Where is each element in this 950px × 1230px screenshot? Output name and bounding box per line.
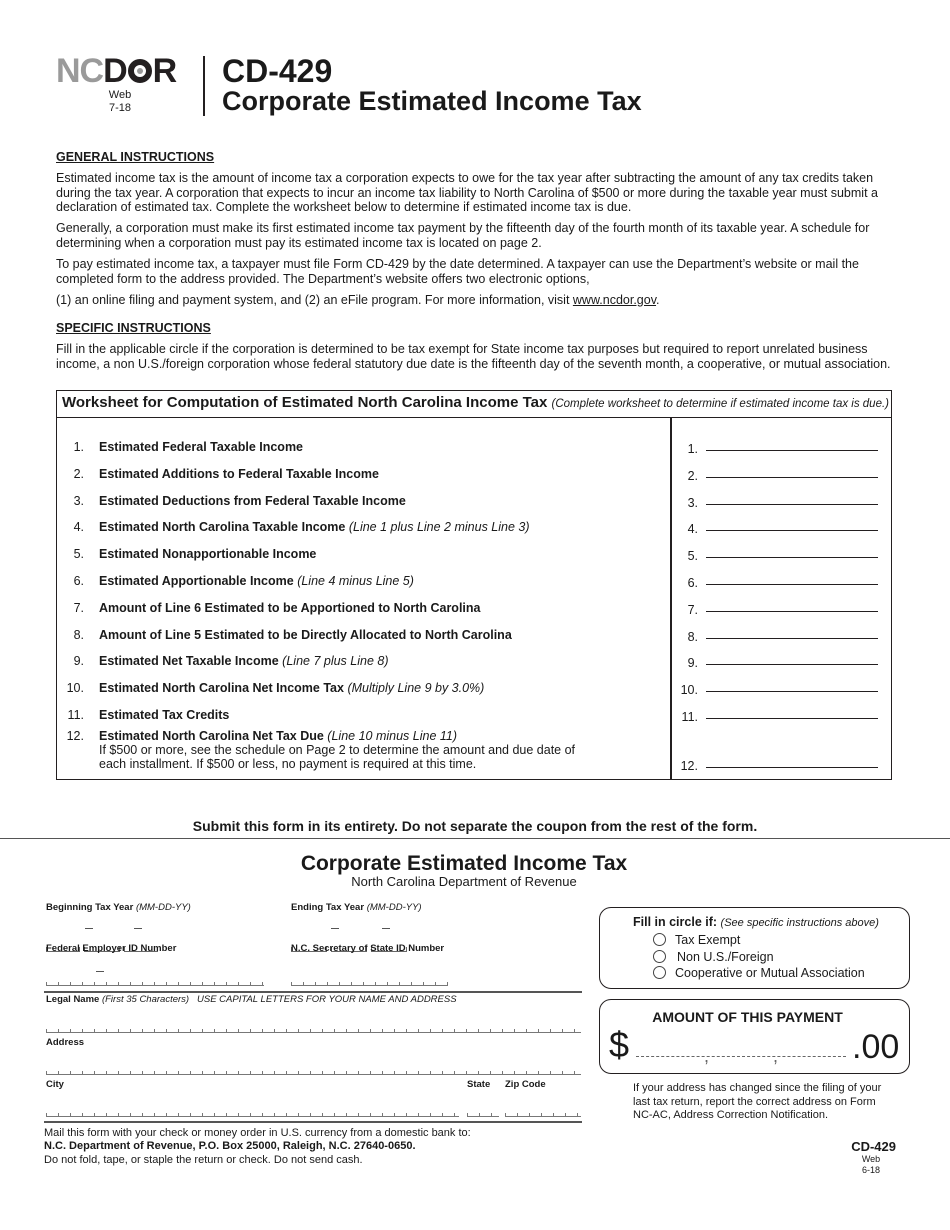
worksheet-answer-input[interactable] <box>706 638 878 639</box>
worksheet-line-12-label: Estimated North Carolina Net Tax Due (Line 10 minus Line 11) If $500 or more, see the schedule on Page 2 to determine the amount and due date of each installment. If $500 or less, no payment is required at this time. <box>99 729 576 771</box>
worksheet-line-label: Estimated Net Taxable Income (Line 7 plus Line 8) <box>99 654 389 668</box>
option-tax-exempt[interactable]: Tax Exempt <box>653 933 740 947</box>
worksheet-answer-input[interactable] <box>706 611 878 612</box>
address-field[interactable] <box>46 1070 581 1075</box>
worksheet-answer-input[interactable] <box>706 664 878 665</box>
specific-instructions-heading: SPECIFIC INSTRUCTIONS <box>56 321 211 335</box>
fill-in-circle-title: Fill in circle if: (See specific instructions above) <box>633 915 879 929</box>
logo-circle-icon <box>128 59 152 83</box>
coupon-cut-line <box>0 838 950 839</box>
worksheet-line-label: Amount of Line 5 Estimated to be Directly Allocated to North Carolina <box>99 628 512 642</box>
worksheet-line-number: 6. <box>73 574 84 588</box>
worksheet-answer-number: 8. <box>687 630 698 644</box>
thousands-separator: , <box>773 1046 779 1066</box>
option-cooperative[interactable]: Cooperative or Mutual Association <box>653 966 865 980</box>
worksheet-line-number: 10. <box>66 681 84 695</box>
beginning-tax-year-label: Beginning Tax Year (MM-DD-YY) <box>46 902 191 913</box>
worksheet-answer-number: 2. <box>687 469 698 483</box>
ncdor-website-link[interactable]: www.ncdor.gov <box>572 293 657 307</box>
zip-code-field[interactable] <box>505 1112 581 1117</box>
form-number: CD-429 <box>222 53 333 89</box>
state-label: State <box>467 1079 491 1090</box>
worksheet-line-label: Estimated North Carolina Net Income Tax (Multiply Line 9 by 3.0%) <box>99 681 485 695</box>
worksheet-answer-number: 7. <box>687 603 698 617</box>
state-field[interactable] <box>467 1112 499 1117</box>
mail-warning: Do not fold, tape, or staple the return or check. Do not send cash. <box>44 1154 363 1166</box>
city-field[interactable] <box>46 1112 459 1117</box>
worksheet-line-label: Estimated North Carolina Taxable Income (Line 1 plus Line 2 minus Line 3) <box>99 520 530 534</box>
sos-id-label: N.C. Secretary of State ID Number <box>291 943 445 954</box>
fein-field[interactable] <box>46 981 264 986</box>
worksheet-answer-input[interactable] <box>706 477 878 478</box>
address-label: Address <box>46 1037 85 1048</box>
address-change-note: If your address has changed since the filing of your last tax return, report the correct address on Form NC-AC, Address Correction Notification. <box>633 1082 882 1121</box>
radio-circle-icon[interactable] <box>653 966 666 979</box>
worksheet-line-number: 8. <box>73 628 84 642</box>
worksheet-line-number: 5. <box>73 547 84 561</box>
worksheet-answer-input[interactable] <box>706 584 878 585</box>
worksheet-answer-input[interactable] <box>706 530 878 531</box>
ncdor-logo: NCD R <box>56 52 177 90</box>
page-title: Corporate Estimated Income Tax <box>222 86 642 116</box>
worksheet-answer-input[interactable] <box>706 557 878 558</box>
zip-code-label: Zip Code <box>505 1079 546 1090</box>
worksheet-answer-number: 4. <box>687 522 698 536</box>
worksheet-answer-number: 1. <box>687 442 698 456</box>
worksheet-answer-number: 10. <box>680 683 698 697</box>
sos-id-field[interactable] <box>291 981 448 986</box>
general-paragraph-2: Generally, a corporation must make its first estimated income tax payment by the fifteenth day of the fourth month of its taxable year. A schedule for determining when a corporation must pay its estimated income tax is located on page 2. <box>56 221 870 250</box>
worksheet-line-number: 3. <box>73 494 84 508</box>
general-instructions-heading: GENERAL INSTRUCTIONS <box>56 150 215 164</box>
worksheet-line-label: Estimated Tax Credits <box>99 708 230 722</box>
general-paragraph-3: To pay estimated income tax, a taxpayer must file Form CD-429 by the date determined. A taxpayer can use the Department’s website or mail the completed form to the address provided. The Department’s website offers two electronic options, <box>56 257 859 286</box>
general-paragraph-1: Estimated income tax is the amount of income tax a corporation expects to owe for the tax year after subtracting the amount of any tax credits taken during the tax year. A corporation that expects to incur an income tax liability to North Carolina of $500 or more during the taxable year must submit a declaration of estimated tax. Complete the worksheet below to determine if estimated income tax is due. <box>56 171 878 214</box>
specific-paragraph: Fill in the applicable circle if the corporation is determined to be tax exempt for State income tax purposes but required to report unrelated business income, a non U.S./foreign corporation whose federal statutory due date is the fifteenth day of the seventh month, a cooperative, or mutual association. <box>56 342 891 371</box>
worksheet-line-12-input[interactable] <box>706 767 878 768</box>
worksheet-answer-input[interactable] <box>706 718 878 719</box>
footer-web-version: Web 6-18 <box>861 1154 881 1175</box>
worksheet-answer-input[interactable] <box>706 504 878 505</box>
worksheet-answer-number: 9. <box>687 656 698 670</box>
worksheet-answer-number: 3. <box>687 496 698 510</box>
worksheet-line-number: 7. <box>73 601 84 615</box>
worksheet-answer-number: 5. <box>687 549 698 563</box>
worksheet-answer-number: 6. <box>687 576 698 590</box>
legal-name-field[interactable] <box>46 1028 581 1033</box>
city-label: City <box>46 1079 64 1090</box>
header-web-version: Web 7-18 <box>108 89 132 114</box>
thousands-separator: , <box>704 1046 710 1066</box>
worksheet-line-number: 2. <box>73 467 84 481</box>
payment-title: AMOUNT OF THIS PAYMENT <box>652 1009 843 1025</box>
header-divider <box>203 56 205 116</box>
ending-tax-year-label: Ending Tax Year (MM-DD-YY) <box>291 902 422 913</box>
worksheet-line-label: Estimated Additions to Federal Taxable Income <box>99 467 379 481</box>
worksheet-line-label: Estimated Deductions from Federal Taxable Income <box>99 494 406 508</box>
ending-tax-year-field[interactable] <box>291 934 411 940</box>
option-non-us-foreign[interactable]: Non U.S./Foreign <box>653 950 774 964</box>
worksheet-line-number: 11. <box>67 708 84 722</box>
dollar-sign: $ <box>609 1024 630 1065</box>
worksheet-line-number: 1. <box>73 440 84 454</box>
radio-circle-icon[interactable] <box>653 950 666 963</box>
worksheet-line-label: Amount of Line 6 Estimated to be Apportioned to North Carolina <box>99 601 481 615</box>
worksheet-column-divider <box>670 417 672 779</box>
mail-instructions: Mail this form with your check or money order in U.S. currency from a domestic bank to: <box>44 1127 471 1139</box>
worksheet-answer-input[interactable] <box>706 691 878 692</box>
submit-note: Submit this form in its entirety. Do not separate the coupon from the rest of the form. <box>192 818 758 834</box>
worksheet-line-label: Estimated Nonapportionable Income <box>99 547 317 561</box>
mail-address: N.C. Department of Revenue, P.O. Box 25000, Raleigh, N.C. 27640-0650. <box>44 1140 416 1152</box>
fein-label: Federal Employer ID Number <box>46 943 177 954</box>
footer-form-number: CD-429 <box>851 1139 896 1154</box>
general-paragraph-4: (1) an online filing and payment system, and (2) an eFile program. For more information, visit www.ncdor.gov. <box>56 293 660 307</box>
worksheet-header: Worksheet for Computation of Estimated North Carolina Income Tax (Complete worksheet to determine if estimated income tax is due.) <box>56 390 892 418</box>
legal-name-label: Legal Name (First 35 Characters) USE CAPITAL LETTERS FOR YOUR NAME AND ADDRESS <box>46 994 457 1005</box>
worksheet-line-label: Estimated Apportionable Income (Line 4 minus Line 5) <box>99 574 414 588</box>
worksheet-line-number: 9. <box>73 654 84 668</box>
payment-amount-field[interactable] <box>636 1056 846 1057</box>
payment-cents: .00 <box>852 1028 900 1066</box>
radio-circle-icon[interactable] <box>653 933 666 946</box>
coupon-subtitle: North Carolina Department of Revenue <box>351 874 577 889</box>
worksheet-answer-number: 11. <box>681 710 698 724</box>
worksheet-answer-input[interactable] <box>706 450 878 451</box>
beginning-tax-year-field[interactable] <box>46 934 162 940</box>
worksheet-line-label: Estimated Federal Taxable Income <box>99 440 304 454</box>
worksheet-answer-number: 12. <box>680 759 698 773</box>
worksheet-line-number: 12. <box>66 729 84 743</box>
coupon-title: Corporate Estimated Income Tax <box>300 852 628 875</box>
worksheet-line-number: 4. <box>73 520 84 534</box>
